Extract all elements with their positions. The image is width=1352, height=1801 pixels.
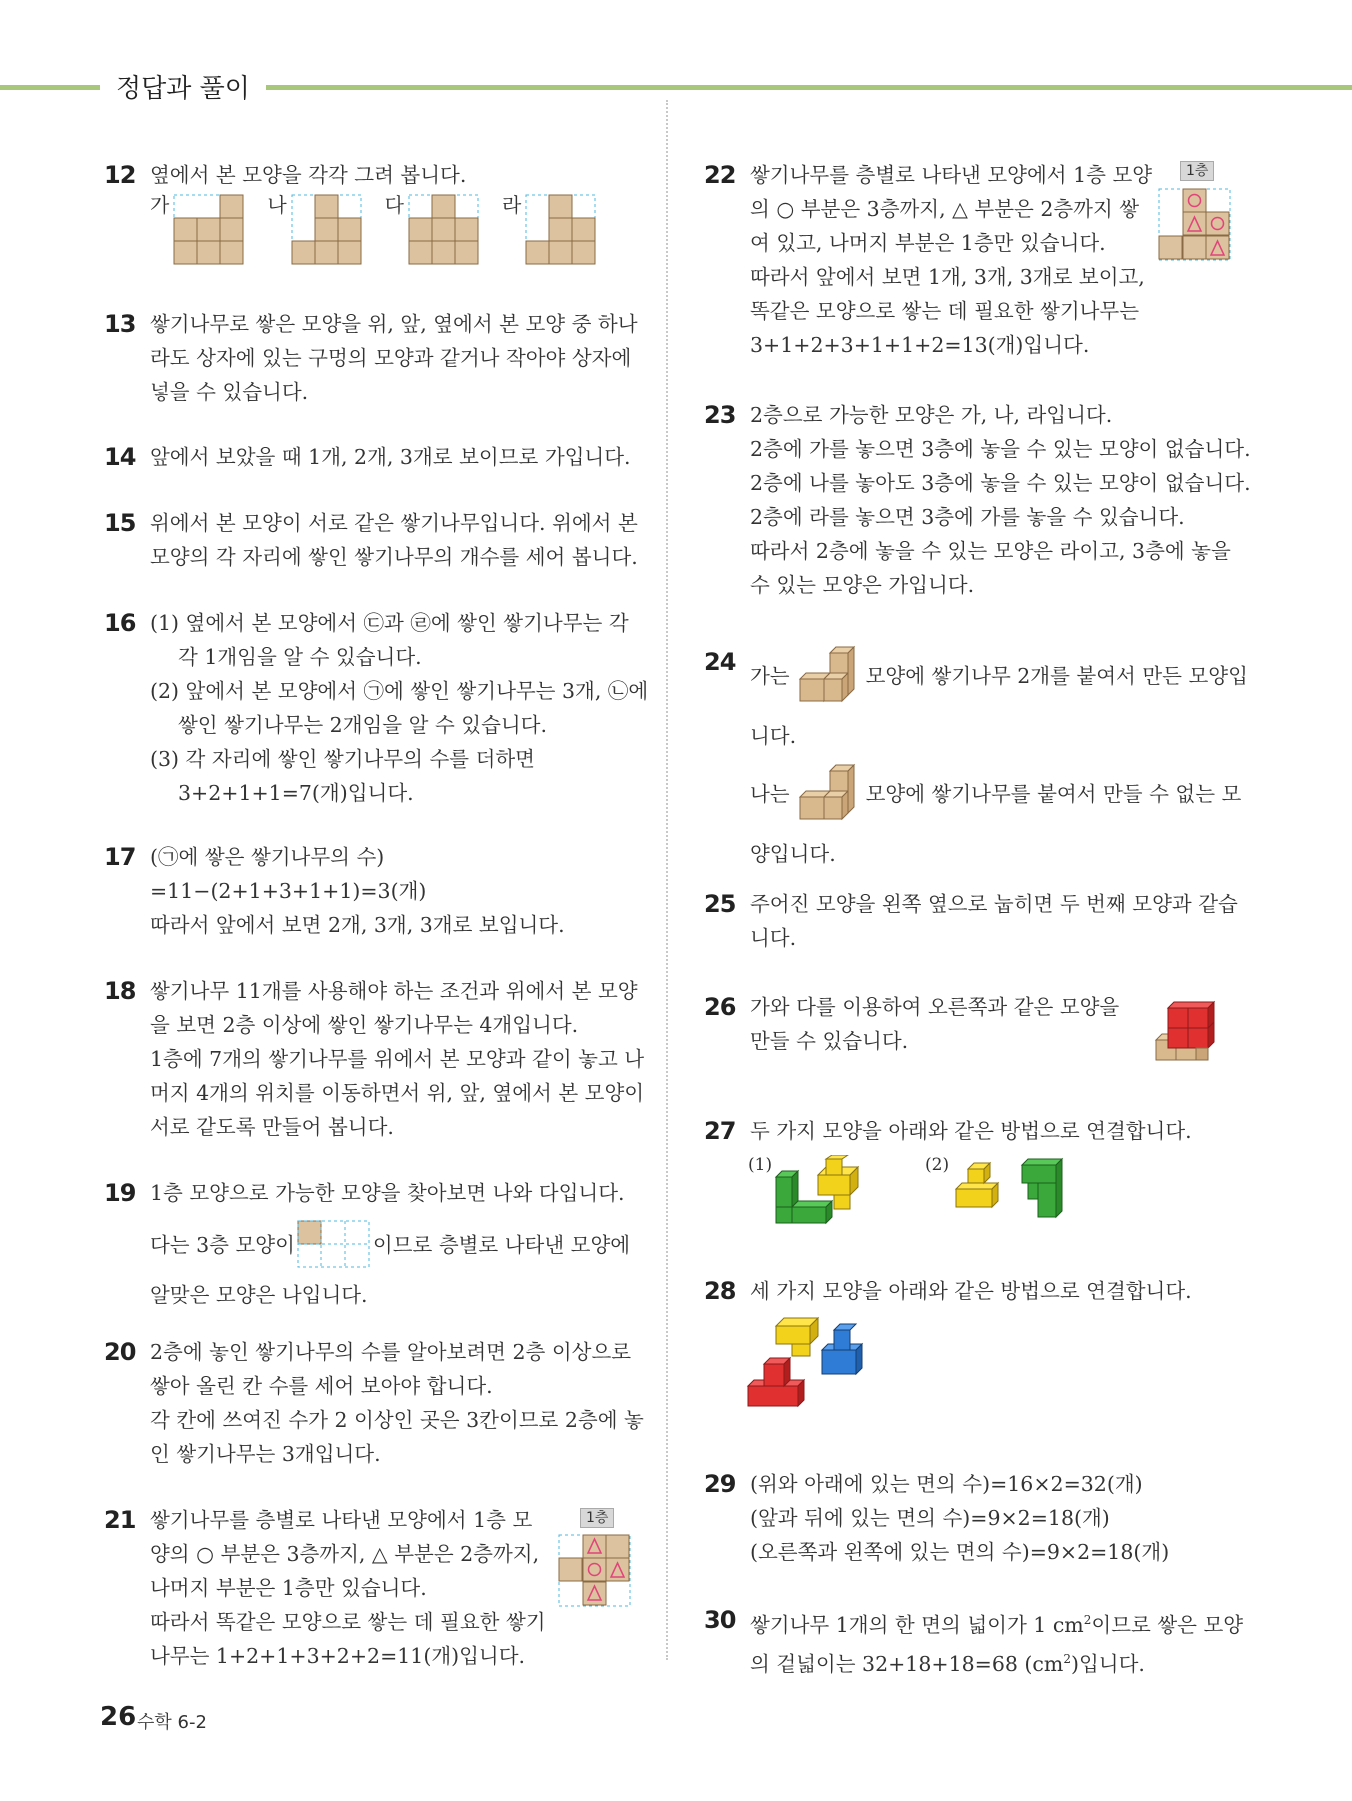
answer-16	[104, 606, 648, 810]
answer-text-line: 각 칸에 쓰여진 수가 2 이상인 곳은 3칸이므로 2층에 놓	[150, 1408, 644, 1432]
answer-text-line: 나는 모양에 쌓기나무를 붙여서 만들 수 없는 모	[750, 763, 1248, 825]
layer-3-diagram	[297, 1220, 371, 1270]
layer-1-diagram-22	[1158, 188, 1232, 262]
side-view-ra: 라	[502, 194, 597, 266]
answer-number: 28	[704, 1277, 736, 1305]
answer-text-line: 각 1개임을 알 수 있습니다.	[178, 645, 422, 669]
answer-text-line: (오른쪽과 왼쪽에 있는 면의 수)=9×2=18(개)	[750, 1540, 1170, 1564]
answer-text-line: 서로 같도록 만들어 봅니다.	[150, 1115, 394, 1139]
answer-text-line: 가는 모양에 쌓기나무 2개를 붙여서 만든 모양입	[750, 645, 1248, 707]
answer-text-line: 쌓기나무 11개를 사용해야 하는 조건과 위에서 본 모양	[150, 979, 638, 1003]
answer-text-line: 1층에 7개의 쌓기나무를 위에서 본 모양과 같이 놓고 나	[150, 1047, 645, 1071]
answer-30	[704, 1603, 1243, 1681]
answer-28	[704, 1274, 1192, 1308]
answer-text-line: 2층에 나를 놓아도 3층에 놓을 수 있는 모양이 없습니다.	[750, 471, 1251, 495]
answer-20	[104, 1335, 644, 1471]
answer-text-line: 쌓인 쌓기나무는 2개임을 알 수 있습니다.	[178, 713, 547, 737]
answer-text-line: 똑같은 모양으로 쌓는 데 필요한 쌓기나무는	[750, 299, 1140, 323]
answer-15	[104, 506, 638, 574]
answer-text-line: 위에서 본 모양이 서로 같은 쌓기나무입니다. 위에서 본	[150, 511, 638, 535]
answer-24	[704, 645, 1248, 871]
answer-text-line: 두 가지 모양을 아래와 같은 방법으로 연결합니다.	[750, 1119, 1192, 1143]
answer-text-line: 나무는 1+2+1+3+2+2=11(개)입니다.	[150, 1644, 526, 1668]
answer-number: 22	[704, 161, 736, 189]
answer-number: 26	[704, 993, 736, 1021]
answer-text-line: (위와 아래에 있는 면의 수)=16×2=32(개)	[750, 1472, 1143, 1496]
side-view-da: 다	[385, 194, 480, 266]
answer-text-line: 쌓기나무로 쌓은 모양을 위, 앞, 옆에서 본 모양 중 하나	[150, 312, 638, 336]
answer-14	[104, 440, 631, 474]
answer-text-line: 모양의 각 자리에 쌓인 쌓기나무의 개수를 세어 봅니다.	[150, 545, 638, 569]
answer-text-line: 니다.	[750, 926, 797, 950]
answer-text-line: (앞과 뒤에 있는 면의 수)=9×2=18(개)	[750, 1506, 1110, 1530]
answer-text-line: 의 겉넓이는 32+18+18=68 $(cm^2)$입니다.	[750, 1651, 1145, 1676]
book-title: 수학 6-2	[137, 1712, 207, 1733]
answer-text-line: 인 쌓기나무는 3개입니다.	[150, 1442, 381, 1466]
page-number: 26	[100, 1702, 137, 1732]
answer-29	[704, 1467, 1169, 1569]
answer-text-line: 세 가지 모양을 아래와 같은 방법으로 연결합니다.	[750, 1279, 1192, 1303]
sub-label-1: (1)	[748, 1155, 773, 1175]
answer-text-line: 따라서 2층에 놓을 수 있는 모양은 라이고, 3층에 놓을	[750, 539, 1231, 563]
answer-text-line: 2층에 가를 놓으면 3층에 놓을 수 있는 모양이 없습니다.	[750, 437, 1251, 461]
side-view-da-grid	[408, 194, 480, 266]
answer-text-line: 을 보면 2층 이상에 쌓인 쌓기나무는 4개입니다.	[150, 1013, 579, 1037]
answer-text-line: (1) 옆에서 본 모양에서 ㉢과 ㉣에 쌓인 쌓기나무는 각	[150, 611, 629, 635]
answer-text-line: 옆에서 본 모양을 각각 그려 봅니다.	[150, 163, 467, 187]
answer-text-line: 주어진 모양을 왼쪽 옆으로 눕히면 두 번째 모양과 같습	[750, 892, 1238, 916]
answer-text-line: 따라서 앞에서 보면 2개, 3개, 3개로 보입니다.	[150, 913, 565, 937]
wood-block-shape-na	[794, 763, 862, 825]
answer-number: 14	[104, 443, 136, 471]
side-view-ga-grid	[173, 194, 245, 266]
side-view-ga: 가	[150, 194, 245, 266]
answer-number: 18	[104, 977, 136, 1005]
sub-label-2: (2)	[925, 1155, 950, 1175]
side-view-drawings	[150, 194, 619, 266]
answer-text-line: (㉠에 쌓은 쌓기나무의 수)	[150, 845, 385, 869]
answer-text-line: 3+1+2+3+1+1+2=13(개)입니다.	[750, 333, 1090, 357]
answer-number: 24	[704, 648, 736, 676]
combined-block-shape-26	[1152, 998, 1222, 1064]
answer-text-line: 나머지 부분은 1층만 있습니다.	[150, 1576, 427, 1600]
answer-23	[704, 398, 1251, 602]
answer-text-line: 의 ○ 부분은 3층까지, △ 부분은 2층까지 쌓	[750, 197, 1140, 221]
answer-text-line: 니다.	[750, 724, 797, 748]
answer-number: 19	[104, 1179, 136, 1207]
answer-number: 30	[704, 1606, 736, 1634]
answer-text-line: 1층 모양으로 가능한 모양을 찾아보면 나와 다입니다.	[150, 1181, 625, 1205]
answer-25	[704, 887, 1238, 955]
answer-12	[104, 158, 619, 266]
layer-1-diagram-21	[558, 1534, 632, 1608]
answer-text-line: 쌓기나무를 층별로 나타낸 모양에서 1층 모양	[750, 163, 1153, 187]
answer-number: 15	[104, 509, 136, 537]
answer-text-line: 넣을 수 있습니다.	[150, 380, 309, 404]
column-divider	[666, 100, 668, 1660]
answer-number: 13	[104, 310, 136, 338]
page-section-title: 정답과 풀이	[100, 68, 266, 105]
answer-text-line: =11−(2+1+3+1+1)=3(개)	[150, 879, 427, 903]
answer-text-line: 앞에서 보았을 때 1개, 2개, 3개로 보이므로 가입니다.	[150, 445, 631, 469]
answer-number: 29	[704, 1470, 736, 1498]
answer-text-line: 3+2+1+1=7(개)입니다.	[178, 781, 414, 805]
answer-text-line: 알맞은 모양은 나입니다.	[150, 1283, 368, 1307]
answer-number: 27	[704, 1117, 736, 1145]
answer-text-line: 쌓기나무 1개의 한 면의 넓이가 1 $cm^2$이므로 쌓은 모양	[750, 1612, 1244, 1637]
wood-block-shape-ga	[794, 645, 862, 707]
answer-text-line: 수 있는 모양은 가입니다.	[750, 573, 975, 597]
answer-number: 21	[104, 1506, 136, 1534]
answer-text-line: 다는 3층 모양이 이므로 층별로 나타낸 모양에	[150, 1220, 630, 1270]
green-yellow-blocks	[770, 1155, 870, 1235]
side-view-ra-grid	[525, 194, 597, 266]
answer-13	[104, 307, 638, 409]
answer-text-line: 따라서 똑같은 모양으로 쌓는 데 필요한 쌓기	[150, 1610, 546, 1634]
answer-18	[104, 974, 644, 1144]
answer-26	[704, 990, 1119, 1058]
answer-text-line: 쌓기나무를 층별로 나타낸 모양에서 1층 모	[150, 1508, 533, 1532]
answer-text-line: 양의 ○ 부분은 3층까지, △ 부분은 2층까지,	[150, 1542, 540, 1566]
answer-text-line: (2) 앞에서 본 모양에서 ㉠에 쌓인 쌓기나무는 3개, ㉡에	[150, 679, 649, 703]
answer-text-line: 2층에 라를 놓으면 3층에 가를 놓을 수 있습니다.	[750, 505, 1185, 529]
answer-21	[104, 1503, 546, 1673]
layer-1-label: 1층	[1180, 161, 1214, 181]
yellow-green-blocks	[950, 1155, 1070, 1235]
answer-text-line: 양입니다.	[750, 842, 836, 866]
answer-number: 17	[104, 843, 136, 871]
answer-19	[104, 1176, 630, 1312]
answer-22	[704, 158, 1152, 362]
answer-27	[704, 1114, 1192, 1148]
answer-text-line: 라도 상자에 있는 구멍의 모양과 같거나 작아야 상자에	[150, 346, 632, 370]
side-view-na-grid	[291, 194, 363, 266]
answer-text-line: 2층으로 가능한 모양은 가, 나, 라입니다.	[750, 403, 1113, 427]
answer-text-line: 쌓아 올린 칸 수를 세어 보아야 합니다.	[150, 1374, 493, 1398]
answer-text-line: 여 있고, 나머지 부분은 1층만 있습니다.	[750, 231, 1106, 255]
answer-text-line: 2층에 놓인 쌓기나무의 수를 알아보려면 2층 이상으로	[150, 1340, 632, 1364]
answer-number: 20	[104, 1338, 136, 1366]
answer-number: 25	[704, 890, 736, 918]
answer-text-line: 가와 다를 이용하여 오른쪽과 같은 모양을	[750, 995, 1120, 1019]
layer-1-label: 1층	[580, 1508, 614, 1528]
answer-number: 23	[704, 401, 736, 429]
answer-text-line: 만들 수 있습니다.	[750, 1029, 909, 1053]
answer-number: 16	[104, 609, 136, 637]
side-view-na: 나	[267, 194, 362, 266]
answer-text-line: 머지 4개의 위치를 이동하면서 위, 앞, 옆에서 본 모양이	[150, 1081, 645, 1105]
answer-text-line: (3) 각 자리에 쌓인 쌓기나무의 수를 더하면	[150, 747, 535, 771]
answer-number: 12	[104, 161, 136, 189]
answer-text-line: 따라서 앞에서 보면 1개, 3개, 3개로 보이고,	[750, 265, 1145, 289]
red-yellow-blue-blocks	[744, 1316, 874, 1420]
answer-17	[104, 840, 565, 942]
